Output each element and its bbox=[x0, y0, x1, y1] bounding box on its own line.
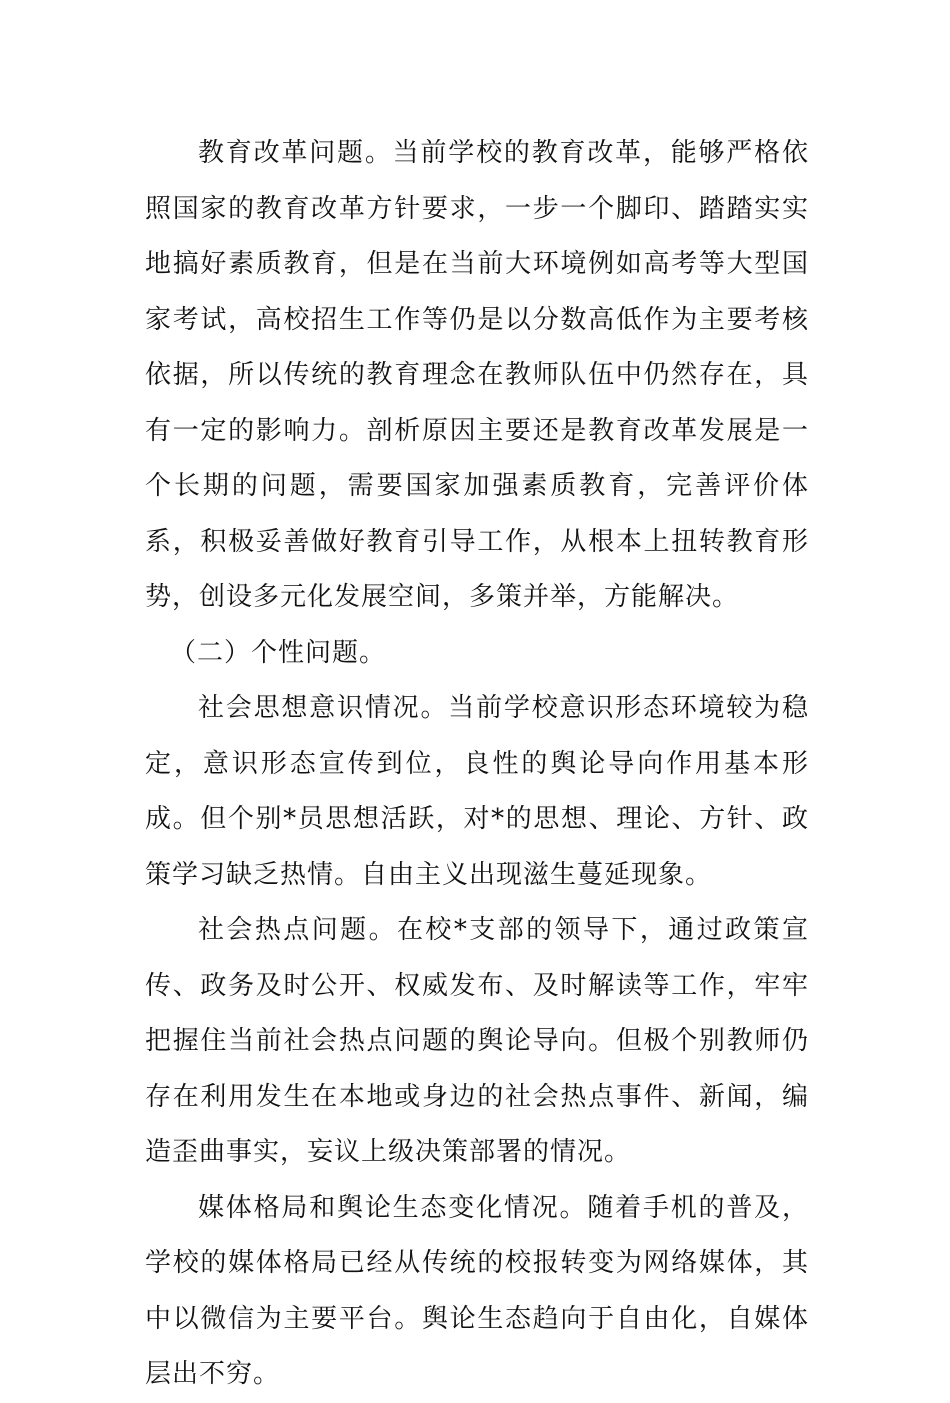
paragraph-social-hotspots: 社会热点问题。在校*支部的领导下，通过政策宣传、政务及时公开、权威发布、及时解读等工作，牢牢把握住当前社会热点问题的舆论导向。但极个别教师仍存在利用发生在本地或身边的社会热点事件、新闻，编造歪曲事实，妄议上级决策部署的情况。 bbox=[145, 915, 809, 1167]
document-body bbox=[145, 126, 809, 1403]
section-heading-individual-issues: （二）个性问题。 bbox=[170, 637, 387, 668]
paragraph-education-reform: 教育改革问题。当前学校的教育改革，能够严格依照国家的教育改革方针要求，一步一个脚印、踏踏实实地搞好素质教育，但是在当前大环境例如高考等大型国家考试，高校招生工作等仍是以分数高低作为主要考核依据，所以传统的教育理念在教师队伍中仍然存在，具有一定的影响力。剖析原因主要还是教育改革发展是一个长期的问题，需要国家加强素质教育，完善评价体系，积极妥善做好教育引导工作，从根本上扭转教育形势，创设多元化发展空间，多策并举，方能解决。 bbox=[145, 138, 809, 612]
paragraph-media-landscape: 媒体格局和舆论生态变化情况。随着手机的普及，学校的媒体格局已经从传统的校报转变为网络媒体，其中以微信为主要平台。舆论生态趋向于自由化，自媒体层出不穷。 bbox=[145, 1192, 809, 1389]
paragraph-social-ideology: 社会思想意识情况。当前学校意识形态环境较为稳定，意识形态宣传到位，良性的舆论导向作用基本形成。但个别*员思想活跃，对*的思想、理论、方针、政策学习缺乏热情。自由主义出现滋生蔓延现象。 bbox=[145, 693, 809, 890]
